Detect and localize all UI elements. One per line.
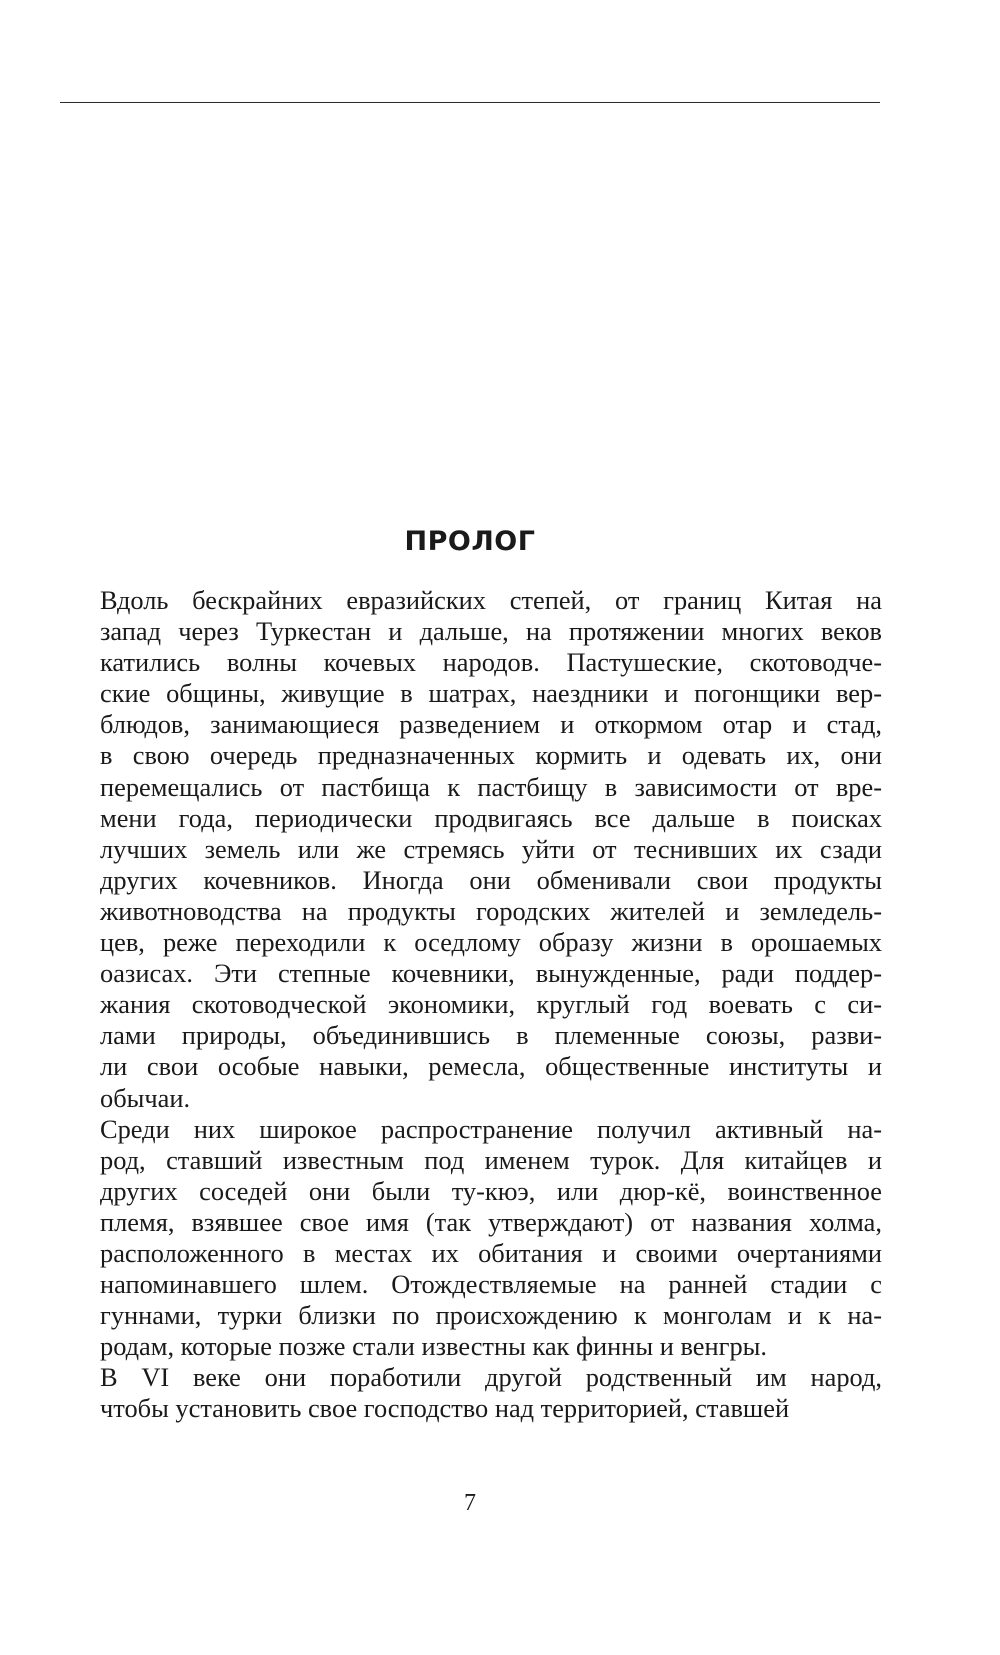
paragraph <box>60 585 882 1114</box>
text-line: В VI веке они поработили другой родственный им народ, <box>100 1362 882 1393</box>
text-line: запад через Туркестан и дальше, на протяжении многих веков <box>100 616 882 647</box>
page-number: 7 <box>464 1490 476 1516</box>
text-line: Вдоль бескрайних евразийских степей, от границ Китая на <box>100 585 882 615</box>
chapter-title: ПРОЛОГ <box>404 526 536 557</box>
text-line: других соседей они были ту-кюэ, или дюр-кё, воинственное <box>100 1175 882 1206</box>
text-line: оазисах. Эти степные кочевники, вынужденные, ради поддер- <box>100 958 882 989</box>
paragraph <box>60 1114 882 1363</box>
text-line: род, ставший известным под именем турок. Для китайцев и <box>100 1144 882 1175</box>
text-line: ские общины, живущие в шатрах, наездники и погонщики вер- <box>100 678 882 709</box>
paragraph <box>60 1362 882 1424</box>
text-line: лучших земель или же стремясь уйти от теснивших их сзади <box>100 833 882 864</box>
text-line: расположенного в местах их обитания и своими очертаниями <box>100 1237 882 1268</box>
text-line: Среди них широкое распространение получил активный на- <box>100 1113 882 1144</box>
text-line: лами природы, объединившись в племенные союзы, разви- <box>100 1020 882 1051</box>
text-line: катились волны кочевых народов. Пастушеские, скотоводче- <box>100 647 882 678</box>
text-line: блюдов, занимающиеся разведением и откормом отар и стад, <box>100 709 882 740</box>
text-line: чтобы установить свое господство над территорией, ставшей <box>100 1393 790 1424</box>
text-line: ли свои особые навыки, ремесла, общественные институты и <box>100 1051 882 1082</box>
body-text <box>60 585 882 1425</box>
text-line: перемещались от пастбища к пастбищу в зависимости от вре- <box>100 771 882 802</box>
text-line: мени года, периодически продвигаясь все дальше в поисках <box>100 802 882 833</box>
text-line: гуннами, турки близки по происхождению к монголам и к на- <box>100 1300 882 1331</box>
text-line: жания скотоводческой экономики, круглый год воевать с си- <box>100 989 882 1020</box>
text-line: других кочевников. Иногда они обменивали свои продукты <box>100 864 882 895</box>
header-rule <box>60 102 880 103</box>
text-line: животноводства на продукты городских жителей и земледель- <box>100 895 882 926</box>
text-line: племя, взявшее свое имя (так утверждают) от названия холма, <box>100 1206 882 1237</box>
text-line: напоминавшего шлем. Отождествляемые на ранней стадии с <box>100 1269 882 1300</box>
text-line: обычаи. <box>100 1082 191 1113</box>
text-line: цев, реже переходили к оседлому образу жизни в орошаемых <box>100 927 882 958</box>
text-line: в свою очередь предназначенных кормить и одевать их, они <box>100 740 882 771</box>
text-line: родам, которые позже стали известны как финны и венгры. <box>100 1331 767 1362</box>
